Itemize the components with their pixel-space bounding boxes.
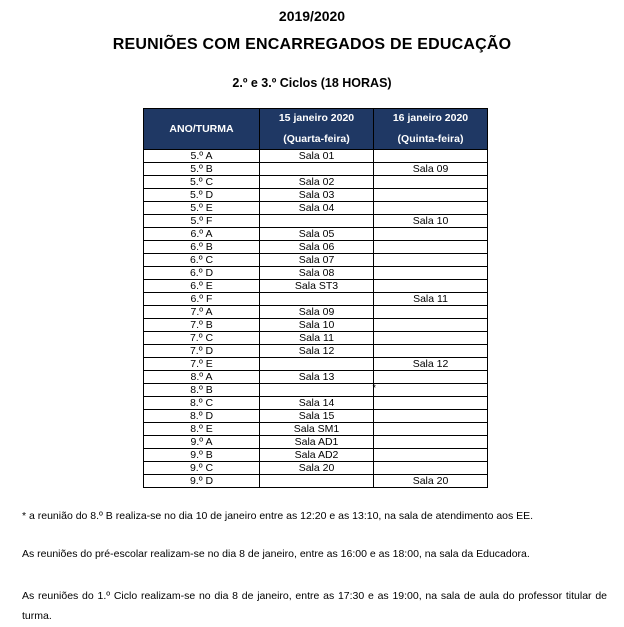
note-1-ciclo: As reuniões do 1.º Ciclo realizam-se no dia 8 de janeiro, entre as 17:30 e as 19:00, na sala de aula do professor titular de turma.: [22, 590, 607, 622]
table-row: [144, 462, 488, 475]
school-year: 2019/2020: [278, 8, 346, 24]
table-row: [144, 371, 488, 384]
cell-turma: 9.º A: [144, 436, 260, 449]
cell-day1: Sala 09: [260, 306, 374, 319]
cell-day1: Sala 20: [260, 462, 374, 475]
table-row: [144, 423, 488, 436]
cell-day2: [374, 423, 488, 436]
cell-turma: 7.º C: [144, 332, 260, 345]
table-row: [144, 163, 488, 176]
col-day1-date: 15 janeiro 2020: [278, 112, 355, 124]
cell-turma: 6.º F: [144, 293, 260, 306]
table-row: [144, 267, 488, 280]
table-row: [144, 189, 488, 202]
col-day1-weekday: (Quarta-feira): [283, 133, 350, 145]
table-row: [144, 293, 488, 306]
cell-day1: Sala 10: [260, 319, 374, 332]
cell-day2: [374, 202, 488, 215]
cell-day1: Sala 06: [260, 241, 374, 254]
note-8b: * a reunião do 8.º B realiza-se no dia 10 de janeiro entre as 12:20 e as 13:10, na sala de atendimento aos EE.: [22, 510, 534, 522]
col-day2-date: 16 janeiro 2020: [392, 112, 469, 124]
cell-turma: 9.º D: [144, 475, 260, 488]
cell-day2: [374, 150, 488, 163]
cell-turma: 8.º A: [144, 371, 260, 384]
note-pre-escolar: As reuniões do pré-escolar realizam-se no dia 8 de janeiro, entre as 16:00 e as 18:00, na sala da Educadora.: [22, 548, 530, 560]
cell-turma: 5.º A: [144, 150, 260, 163]
cell-day1: Sala 07: [260, 254, 374, 267]
cell-day1: Sala 12: [260, 345, 374, 358]
cell-day1: Sala 11: [260, 332, 374, 345]
schedule-table: [143, 108, 488, 488]
cell-day1: [260, 475, 374, 488]
cell-day2: [374, 189, 488, 202]
table-row: [144, 228, 488, 241]
table-row: [144, 475, 488, 488]
cell-turma: 6.º A: [144, 228, 260, 241]
cell-day2: [374, 371, 488, 384]
cell-day2: [374, 449, 488, 462]
col-day1: [260, 109, 374, 150]
cell-day2: Sala 10: [374, 215, 488, 228]
table-row: [144, 436, 488, 449]
cell-day2: Sala 09: [374, 163, 488, 176]
cell-turma: 6.º E: [144, 280, 260, 293]
cell-turma: 6.º D: [144, 267, 260, 280]
cell-day1: Sala AD2: [260, 449, 374, 462]
cell-day2: Sala 11: [374, 293, 488, 306]
cell-day2: [374, 228, 488, 241]
cell-day2: [374, 280, 488, 293]
cell-day2: Sala 12: [374, 358, 488, 371]
cell-day1: Sala 15: [260, 410, 374, 423]
cell-turma: 7.º A: [144, 306, 260, 319]
table-row: [144, 241, 488, 254]
cell-day2: [374, 241, 488, 254]
cell-day2: Sala 20: [374, 475, 488, 488]
cell-day1: Sala 03: [260, 189, 374, 202]
cell-turma: 7.º B: [144, 319, 260, 332]
cell-day1: Sala AD1: [260, 436, 374, 449]
table-row: [144, 345, 488, 358]
table-row: [144, 176, 488, 189]
table-row: [144, 280, 488, 293]
table-row: [144, 254, 488, 267]
cell-turma: 5.º F: [144, 215, 260, 228]
cell-day2: [374, 332, 488, 345]
cell-day1: Sala 02: [260, 176, 374, 189]
cell-day1: [260, 293, 374, 306]
cell-turma: 5.º B: [144, 163, 260, 176]
table-row: [144, 358, 488, 371]
table-row: [144, 384, 488, 397]
cell-day2: [374, 254, 488, 267]
col-day2-weekday: (Quinta-feira): [397, 133, 464, 145]
cell-day2: [374, 306, 488, 319]
table-row: [144, 410, 488, 423]
cell-turma: 8.º C: [144, 397, 260, 410]
table-row: [144, 215, 488, 228]
cell-day1: Sala 04: [260, 202, 374, 215]
cell-turma: 8.º E: [144, 423, 260, 436]
cell-day1: [260, 358, 374, 371]
cell-day2: [374, 397, 488, 410]
cell-day1: Sala 01: [260, 150, 374, 163]
cell-turma: 6.º C: [144, 254, 260, 267]
cell-day2: [374, 462, 488, 475]
cell-day2: [374, 345, 488, 358]
cell-day1: Sala 08: [260, 267, 374, 280]
cell-day1: Sala ST3: [260, 280, 374, 293]
cell-day2: [374, 176, 488, 189]
page-subtitle: 2.º e 3.º Ciclos (18 HORAS): [232, 76, 392, 90]
cell-turma: 8.º B: [144, 384, 260, 397]
page-title: REUNIÕES COM ENCARREGADOS DE EDUCAÇÃO: [112, 36, 512, 53]
cell-day1: [260, 163, 374, 176]
cell-turma: 7.º E: [144, 358, 260, 371]
cell-day1: Sala 14: [260, 397, 374, 410]
table-row: [144, 150, 488, 163]
cell-turma: 8.º D: [144, 410, 260, 423]
col-day2: [374, 109, 488, 150]
cell-turma: 5.º C: [144, 176, 260, 189]
table-row: [144, 397, 488, 410]
cell-turma: 7.º D: [144, 345, 260, 358]
table-row: [144, 202, 488, 215]
cell-day1: Sala SM1: [260, 423, 374, 436]
cell-turma: 9.º B: [144, 449, 260, 462]
cell-turma: 9.º C: [144, 462, 260, 475]
table-header-row: [144, 109, 488, 150]
cell-day1: [260, 215, 374, 228]
cell-day2: [374, 436, 488, 449]
cell-day2: [374, 319, 488, 332]
footnote-mark: *: [372, 383, 376, 393]
cell-day2: [374, 410, 488, 423]
table-row: [144, 306, 488, 319]
cell-turma: 5.º D: [144, 189, 260, 202]
cell-day1: Sala 13: [260, 371, 374, 384]
cell-day1: Sala 05: [260, 228, 374, 241]
cell-turma: 5.º E: [144, 202, 260, 215]
cell-day1: [260, 384, 374, 397]
table-row: [144, 319, 488, 332]
cell-day2: [374, 384, 488, 397]
col-ano-turma: ANO/TURMA: [144, 109, 260, 150]
table-row: [144, 449, 488, 462]
cell-day2: [374, 267, 488, 280]
table-row: [144, 332, 488, 345]
cell-turma: 6.º B: [144, 241, 260, 254]
